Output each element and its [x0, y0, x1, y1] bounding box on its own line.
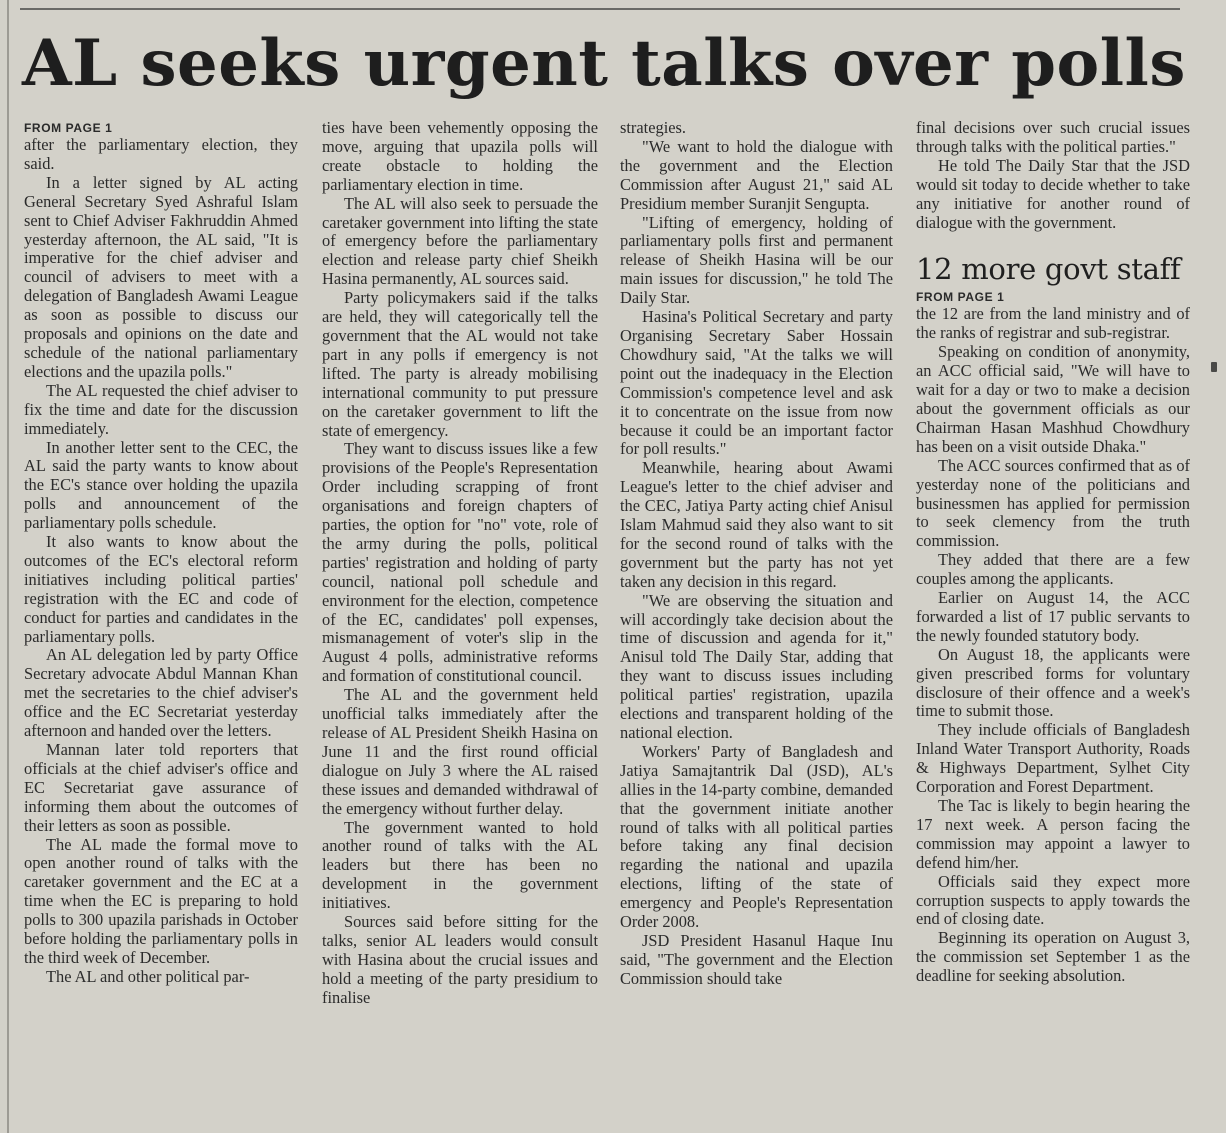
paragraph: "Lifting of emergency, holding of parliamentary polls first and permanent release of Sheikh Hasina will be our main issues for discussion," he told The Daily Star.: [620, 212, 893, 308]
paragraph: The AL will also seek to persuade the caretaker government into lifting the state of emergency before the parliamentary election and release party chief Sheikh Hasina permanently, AL sources said.: [322, 193, 598, 289]
paragraph: strategies.: [620, 119, 686, 137]
article-column-1: [24, 119, 298, 1129]
paragraph: after the parliamentary election, they said.: [24, 135, 298, 173]
paragraph: Workers' Party of Bangladesh and Jatiya Samajtantrik Dal (JSD), AL's allies in the 14-party combine, demanded that the government initiate another round of talks with all political parties before taking any final decision regarding the national and upazila elections, lifting of the state of emergency and People's Representation Order 2008.: [620, 741, 893, 932]
paragraph: Earlier on August 14, the ACC forwarded a list of 17 public servants to the newly founded statutory body.: [916, 588, 1190, 645]
article-column-2: [322, 119, 598, 1129]
paragraph: Speaking on condition of anonymity, an ACC official said, "We will have to wait for a day or two to make a decision about the government officials as our Chairman Hasan Mashhud Chowdhury has been on a visit outside Dhaka.": [916, 342, 1190, 456]
paragraph: Mannan later told reporters that officials at the chief adviser's office and EC Secretariat gave assurance of informing them about the outcomes of their letters as soon as possible.: [24, 740, 298, 835]
margin-mark-icon: [1211, 362, 1217, 372]
paragraph: The AL and other political par-: [46, 966, 250, 986]
paragraph: The AL requested the chief adviser to fix the time and date for the discussion immediately.: [24, 380, 298, 438]
paragraph: Hasina's Political Secretary and party Organising Secretary Saber Hossain Chowdhury said, "At the talks we will point out the inadequacy in the Election Commission's competence level and ask it to concentrate on the issue from now because it could be an important factor for poll results.": [620, 307, 893, 459]
second-story-kicker: FROM PAGE 1: [916, 290, 1005, 305]
article-column-3: [620, 119, 893, 1129]
paragraph: Party policymakers said if the talks are held, they will categorically tell the government that the AL would not take part in any polls if emergency is not lifted. The party is already mobilising international community to put pressure on the caretaker government to lift the state of emergency.: [322, 288, 598, 440]
paragraph: The AL and the government held unofficial talks immediately after the release of AL President Sheikh Hasina on June 11 and the first round official dialogue on July 3 where the AL raised these issues and demanded withdrawal of the emergency without further delay.: [322, 685, 598, 818]
main-headline: AL seeks urgent talks over polls: [22, 26, 1186, 101]
paragraph: "We want to hold the dialogue with the government and the Election Commission after August 21," said AL Presidium member Suranjit Sengupta.: [620, 136, 893, 213]
paragraph: An AL delegation led by party Office Secretary advocate Abdul Mannan Khan met the secretaries to the chief adviser's office and the EC Secretariat yesterday afternoon and handed over the letters.: [24, 645, 298, 741]
paragraph: Beginning its operation on August 3, the commission set September 1 as the deadline for seeking absolution.: [916, 928, 1190, 986]
paragraph: They include officials of Bangladesh Inland Water Transport Authority, Roads & Highways Department, Sylhet City Corporation and Forest Department.: [916, 720, 1190, 797]
paragraph: final decisions over such crucial issues through talks with the political parties.": [916, 119, 1190, 156]
top-border-rule: [20, 8, 1180, 10]
paragraph: On August 18, the applicants were given prescribed forms for voluntary disclosure of their offence and a week's time to submit those.: [916, 644, 1190, 721]
paragraph: ties have been vehemently opposing the move, arguing that upazila polls will create obstacle to holding the parliamentary election in time.: [322, 119, 598, 194]
from-page-kicker: FROM PAGE 1: [24, 121, 113, 135]
paragraph: JSD President Hasanul Haque Inu said, "The government and the Election Commission should take: [620, 930, 893, 988]
paragraph: They added that there are a few couples among the applicants.: [916, 550, 1190, 589]
article-column-4: [916, 119, 1190, 1129]
paragraph: The government wanted to hold another round of talks with the AL leaders but there has been no development in the government initiatives.: [322, 817, 598, 913]
paragraph: The AL made the formal move to open another round of talks with the caretaker government and the EC at a time when the EC is preparing to hold polls to 300 upazila parishads in October before holding the parliamentary polls in the third week of December.: [24, 834, 298, 967]
paragraph: It also wants to know about the outcomes of the EC's electoral reform initiatives including political parties' registration with the EC and code of conduct for parties and candidates in the parliamentary polls.: [24, 532, 298, 646]
left-border-rule: [7, 0, 9, 1133]
paragraph: the 12 are from the land ministry and of the ranks of registrar and sub-registrar.: [916, 304, 1190, 343]
paragraph: He told The Daily Star that the JSD would sit today to decide whether to take any initiative for another round of dialogue with the government.: [916, 155, 1190, 232]
paragraph: Sources said before sitting for the talks, senior AL leaders would consult with Hasina about the crucial issues and hold a meeting of the party presidium to finalise: [322, 912, 598, 1007]
paragraph: They want to discuss issues like a few provisions of the People's Representation Order including scrapping of front organisations and foreign chapters of parties, the option for "no" vote, role of the army during the polls, political parties' registration and holding of party council, national poll schedule and environment for the election, competence of the EC, candidates' poll expenses, mismanagement of voter's slip in the August 4 polls, administrative reforms and formation of constitutional council.: [322, 439, 598, 686]
second-story-headline: 12 more govt staff: [916, 252, 1181, 287]
paragraph: In another letter sent to the CEC, the AL said the party wants to know about the EC's stance over holding the upazila polls and announcement of the parliamentary polls schedule.: [24, 437, 298, 533]
paragraph: Meanwhile, hearing about Awami League's letter to the chief adviser and the CEC, Jatiya Party acting chief Anisul Islam Mahmud said they also want to sit for the second round of talks with the government but the party has not yet taken any decision in this regard.: [620, 458, 893, 591]
paragraph: "We are observing the situation and will accordingly take decision about the time of discussion and agenda for it," Anisul told The Daily Star, adding that they want to discuss issues including political parties' registration, upazila elections and transparent holding of the national election.: [620, 590, 893, 742]
paragraph: In a letter signed by AL acting General Secretary Syed Ashraful Islam sent to Chief Adviser Fakhruddin Ahmed yesterday afternoon, the AL said, "It is imperative for the chief adviser and council of advisers to meet with a delegation of Bangladesh Awami League as soon as possible to discuss our proposals and opinions on the date and schedule of the national parliamentary elections and the upazila polls.": [24, 172, 298, 381]
paragraph: The Tac is likely to begin hearing the 17 next week. A person facing the commission may appoint a lawyer to defend him/her.: [916, 796, 1190, 872]
paragraph: The ACC sources confirmed that as of yesterday none of the politicians and businessmen has applied for permission to seek clemency from the truth commission.: [916, 455, 1190, 551]
paragraph: Officials said they expect more corruption suspects to apply towards the end of closing date.: [916, 871, 1190, 929]
